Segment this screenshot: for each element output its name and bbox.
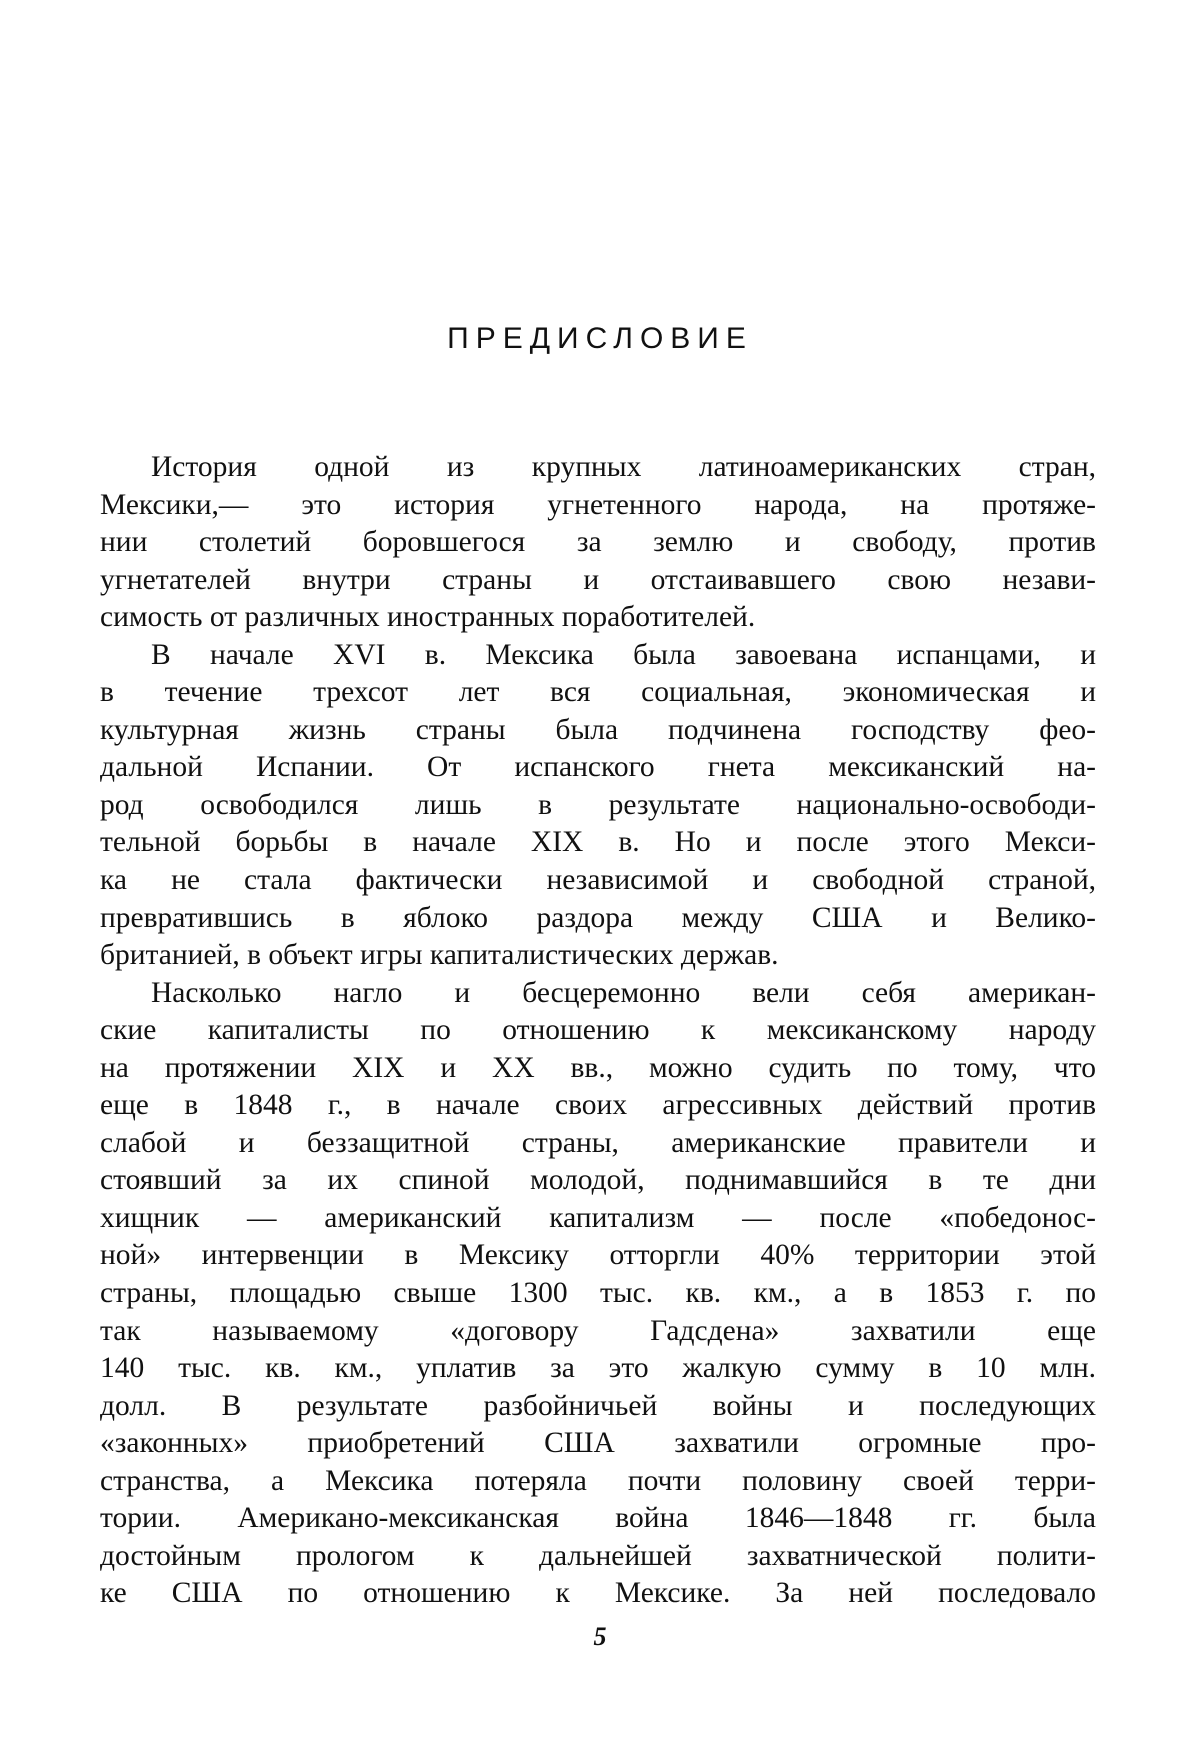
text-line: страны, площадью свыше 1300 тыс. кв. км., а в 1853 г. по (100, 1277, 1096, 1310)
text-line: Мексики,— это история угнетенного народа, на протяже- (100, 488, 1096, 521)
text-line: на протяжении XIX и XX вв., можно судить по тому, что (100, 1051, 1096, 1084)
text-line: еще в 1848 г., в начале своих агрессивных действий против (100, 1089, 1096, 1122)
text-line: тельной борьбы в начале XIX в. Но и после этого Мекси- (100, 826, 1096, 859)
text-line: ка не стала фактически независимой и свободной страной, (100, 864, 1096, 897)
text-line: 140 тыс. кв. км., уплатив за это жалкую сумму в 10 млн. (100, 1352, 1096, 1385)
text-line: в течение трехсот лет вся социальная, экономическая и (100, 676, 1096, 709)
text-line: хищник — американский капитализм — после «победонос- (100, 1201, 1096, 1234)
text-line: ке США по отношению к Мексике. За ней последовало (100, 1577, 1096, 1610)
text-line: симость от различных иностранных поработителей. (100, 601, 756, 634)
text-line: британией, в объект игры капиталистических держав. (100, 939, 779, 972)
text-line: нии столетий боровшегося за землю и свободу, против (100, 526, 1096, 559)
text-line: «законных» приобретений США захватили огромные про- (100, 1427, 1096, 1460)
text-line: достойным прологом к дальнейшей захватнической полити- (100, 1539, 1096, 1572)
text-line: так называемому «договору Гадсдена» захватили еще (100, 1314, 1096, 1347)
text-line: слабой и беззащитной страны, американские правители и (100, 1126, 1096, 1159)
page-title: ПРЕДИСЛОВИЕ (447, 322, 753, 355)
text-line: ной» интервенции в Мексику отторгли 40% территории этой (100, 1239, 1096, 1272)
text-line: странства, а Мексика потеряла почти половину своей терри- (100, 1464, 1096, 1497)
text-line: культурная жизнь страны была подчинена господству фео- (100, 713, 1096, 746)
text-line: угнетателей внутри страны и отстаивавшего свою незави- (100, 563, 1096, 596)
text-line: дальной Испании. От испанского гнета мексиканский на- (100, 751, 1096, 784)
text-line: В начале XVI в. Мексика была завоевана испанцами, и (151, 638, 1096, 671)
text-line: Насколько нагло и бесцеремонно вели себя американ- (151, 976, 1096, 1009)
body-text (100, 449, 1096, 1613)
text-line: тории. Американо-мексиканская война 1846—1848 гг. была (100, 1502, 1096, 1535)
text-line: долл. В результате разбойничьей войны и последующих (100, 1389, 1096, 1422)
page-number: 5 (593, 1622, 607, 1651)
text-line: род освободился лишь в результате национально-освободи- (100, 788, 1096, 821)
text-line: ские капиталисты по отношению к мексиканскому народу (100, 1014, 1096, 1047)
text-line: История одной из крупных латиноамериканских стран, (151, 451, 1096, 483)
text-line: стоявший за их спиной молодой, поднимавшийся в те дни (100, 1164, 1096, 1197)
text-line: превратившись в яблоко раздора между США и Велико- (100, 901, 1096, 934)
